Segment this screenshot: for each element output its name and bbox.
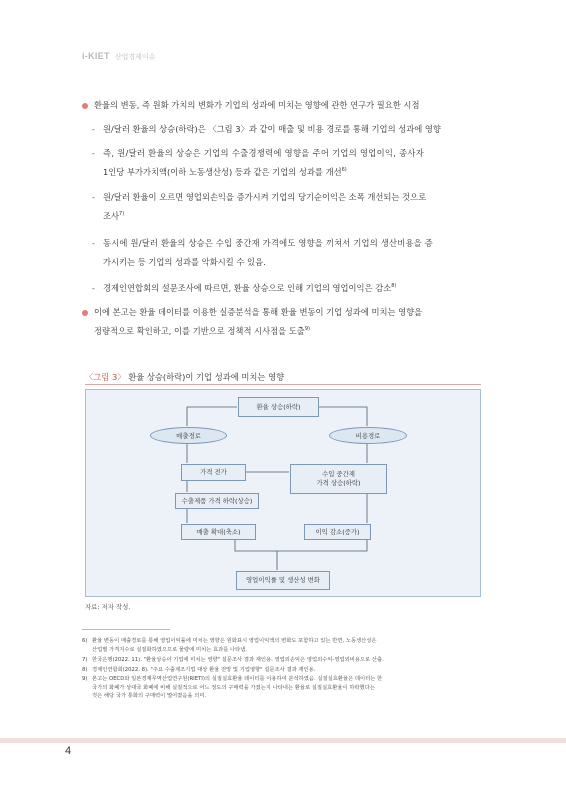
footnote bbox=[82, 656, 484, 665]
footnote-number: 8) bbox=[82, 667, 88, 673]
series-title: 산업경제이슈 bbox=[114, 53, 156, 61]
footnote-line: 경제인연합회(2022. 8). "주요 수출제조기업 대상 환율 전망 및 기업영향" 설문조사 결과 재인용. bbox=[92, 667, 316, 673]
figure-label: 〈그림 3〉 bbox=[85, 372, 126, 382]
profitability-box: 영업이익률 및 생산성 변화 bbox=[236, 571, 330, 590]
footnote-ref: 9) bbox=[304, 326, 310, 333]
sub-item-text: 경제인연합회의 설문조사에 따르면, 환율 상승으로 인해 기업의 영업이익은 감소 bbox=[103, 283, 392, 293]
footer-band bbox=[0, 738, 566, 743]
dash-marker: - bbox=[92, 149, 95, 158]
flow-diagram bbox=[85, 389, 481, 597]
sub-item-text: 1인당 부가가치액(이하 노동생산성) 등과 같은 기업의 성과를 개선 bbox=[103, 167, 342, 177]
footnote-ref: 7) bbox=[119, 211, 125, 218]
footnote bbox=[82, 675, 484, 701]
bullet-dot-icon bbox=[82, 310, 88, 316]
figure-caption bbox=[85, 371, 284, 383]
footnote-number: 6) bbox=[82, 638, 88, 644]
merge-connector-right bbox=[277, 539, 367, 551]
dash-marker: - bbox=[92, 284, 95, 293]
dash-marker: - bbox=[92, 193, 95, 202]
footnote-line: 환율 변동이 매출경로를 통해 영업이익률에 미치는 영향은 원화표시 영업이익액의 변화도 포함하고 있는 반면, 노동생산성은 bbox=[92, 638, 377, 644]
footnote bbox=[82, 666, 484, 675]
dash-marker: - bbox=[92, 125, 95, 134]
bullet-item: 환율의 변동, 즉 원화 가치의 변화가 기업의 성과에 미치는 영향에 관한 연구가 필요한 시점 bbox=[94, 100, 420, 110]
footnote-line: 본고는 OECD와 일본경제무역산업연구원(RIETI)의 실질실효환율 데이터를 이용하여 분석하였음. 실질실효환율은 데이터는 한 bbox=[92, 676, 383, 682]
sub-item-continued: 가시키는 등 기업의 성과를 악화시킬 수 있음. bbox=[103, 257, 266, 267]
export-price-box: 수출제품 가격 하락(상승) bbox=[175, 493, 259, 509]
input-price-line-1: 수입 중간재 bbox=[322, 470, 355, 478]
page-number: 4 bbox=[65, 745, 72, 757]
connector-right bbox=[318, 407, 367, 426]
price-transfer-box: 가격 전가 bbox=[181, 464, 246, 481]
profit-box: 이익 감소(증가) bbox=[304, 524, 371, 540]
sub-item bbox=[103, 283, 396, 294]
footnote-line: 국가의 화폐가 상대국 화폐에 비해 실질적으로 어느 정도의 구매력을 가졌는지 나타내는 환율로 실질실효환율이 하락했다는 bbox=[92, 684, 375, 691]
bullet-text: 정량적으로 확인하고, 이를 기반으로 정책적 시사점을 도출 bbox=[94, 326, 305, 336]
footnote bbox=[82, 637, 484, 654]
footnote-ref: 6) bbox=[341, 167, 347, 174]
sub-item: 즉, 원/달러 환율의 상승은 기업의 수출경쟁력에 영향을 주어 기업의 영업이익, 종사자 bbox=[103, 148, 425, 158]
footnote-line: 것은 해당 국가 통화의 구매력이 떨어졌음을 의미. bbox=[92, 693, 207, 700]
bullet-item-continued bbox=[94, 326, 310, 337]
footnote-number: 7) bbox=[82, 657, 88, 663]
input-price-box bbox=[290, 464, 387, 494]
merge-connector-left bbox=[235, 539, 277, 570]
figure-source: 자료: 저자 작성. bbox=[85, 603, 131, 611]
footnote-number: 9) bbox=[82, 676, 88, 682]
figure-rule bbox=[85, 384, 481, 385]
exchange-rate-box: 환율 상승(하락) bbox=[238, 397, 319, 417]
kiet-logo: i-KIET bbox=[82, 51, 110, 61]
sales-box: 매출 확대(축소) bbox=[181, 524, 256, 540]
dash-marker: - bbox=[92, 239, 95, 248]
bullet-item: 이에 본고는 환율 데이터를 이용한 실증분석을 통해 환율 변동이 기업 성과에 미치는 영향을 bbox=[94, 307, 423, 317]
diagram-connectors bbox=[85, 389, 481, 597]
sub-item: 원/달러 환율이 오르면 영업외손익을 증가시켜 기업의 당기순이익은 소폭 개선되는 것으로 bbox=[103, 192, 427, 202]
sub-item-continued bbox=[103, 167, 347, 178]
sub-item-text: 조사 bbox=[103, 211, 120, 221]
cost-path-oval: 비용경로 bbox=[329, 427, 407, 444]
connector-left bbox=[187, 407, 237, 426]
bullet-dot-icon bbox=[82, 103, 88, 109]
figure-title: 환율 상승(하락)이 기업 성과에 미치는 영향 bbox=[128, 372, 285, 382]
sub-item-continued bbox=[103, 211, 124, 222]
footnote-line: 산업별 가격지수로 실질화하였으므로 물량에 미치는 효과를 나타냄. bbox=[92, 646, 248, 653]
running-header bbox=[82, 51, 155, 62]
footnote-ref: 8) bbox=[391, 283, 397, 290]
sub-item: 원/달러 환율의 상승(하락)은 〈그림 3〉과 같이 매출 및 비용 경로를 통해 기업의 성과에 영향 bbox=[103, 124, 441, 134]
footnote-line: 한국은행(2022. 11). "환율상승이 기업에 미치는 영향" 설문조사 결과 재인용. 영업외손익은 영업외수익-영업외비용으로 산출. bbox=[92, 657, 384, 663]
input-price-line-2: 가격 상승(하락) bbox=[316, 479, 361, 487]
footnote-rule bbox=[82, 629, 170, 630]
sales-path-oval: 매출경로 bbox=[150, 427, 227, 444]
sub-item: 동시에 원/달러 환율의 상승은 수입 중간재 가격에도 영향을 끼쳐서 기업의 생산비용을 증 bbox=[103, 238, 433, 248]
